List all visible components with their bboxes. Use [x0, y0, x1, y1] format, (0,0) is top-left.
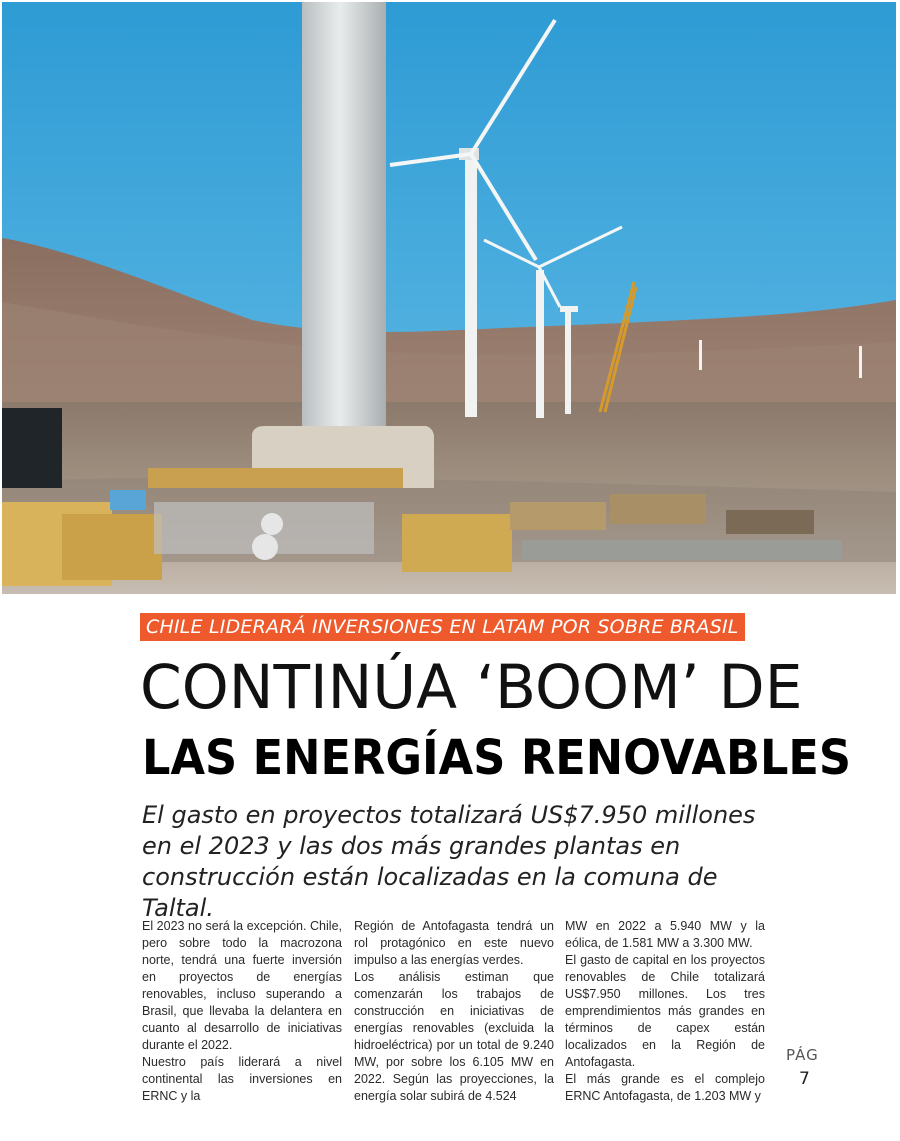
subheadline: El gasto en proyectos totalizará US$7.950 millones en el 2023 y las dos más grandes plantas en construcción están localizadas en la comuna de Taltal. — [142, 801, 756, 922]
body-paragraph: MW en 2022 a 5.940 MW y la eólica, de 1.581 MW a 3.300 MW. — [565, 919, 765, 950]
body-paragraph: Los análisis estiman que comenzarán los trabajos de construcción en iniciativas de energías renovables (excluida la hidroeléctrica) por un total de 9.240 MW, por sobre los 6.105 MW en 2022. Según las proyecciones, la energía solar subirá de 4.524 — [354, 970, 554, 1103]
headline-line-2: LAS ENERGÍAS RENOVABLES — [142, 730, 852, 786]
page-number: 7 — [799, 1069, 810, 1089]
body-column-2 — [354, 918, 554, 1105]
body-paragraph: El gasto de capital en los proyectos renovables de Chile totalizará US$7.950 millones. Los tres emprendimientos más grandes en términos de capex están localizados en la Región de Antofagasta. — [565, 953, 765, 1069]
body-paragraph: El más grande es el complejo ERNC Antofagasta, de 1.203 MW y — [565, 1072, 765, 1103]
page-label: PÁG — [786, 1046, 819, 1064]
body-column-3 — [565, 918, 765, 1105]
body-paragraph: Nuestro país liderará a nivel continental las inversiones en ERNC y la — [142, 1055, 342, 1103]
wind-farm-photo — [2, 2, 896, 594]
kicker-banner: CHILE LIDERARÁ INVERSIONES EN LATAM POR SOBRE BRASIL — [140, 613, 745, 641]
body-paragraph: Región de Antofagasta tendrá un rol protagónico en este nuevo impulso a las energías verdes. — [354, 919, 554, 967]
headline-line-1: CONTINÚA ‘BOOM’ DE — [140, 652, 803, 723]
body-column-1 — [142, 918, 342, 1105]
body-paragraph: El 2023 no será la excepción. Chile, pero sobre todo la macrozona norte, tendrá una fuerte inversión en proyectos de energías renovables, incluso superando a Brasil, que llevaba la delantera en cuanto al desarrollo de iniciativas durante el 2022. — [142, 919, 342, 1052]
